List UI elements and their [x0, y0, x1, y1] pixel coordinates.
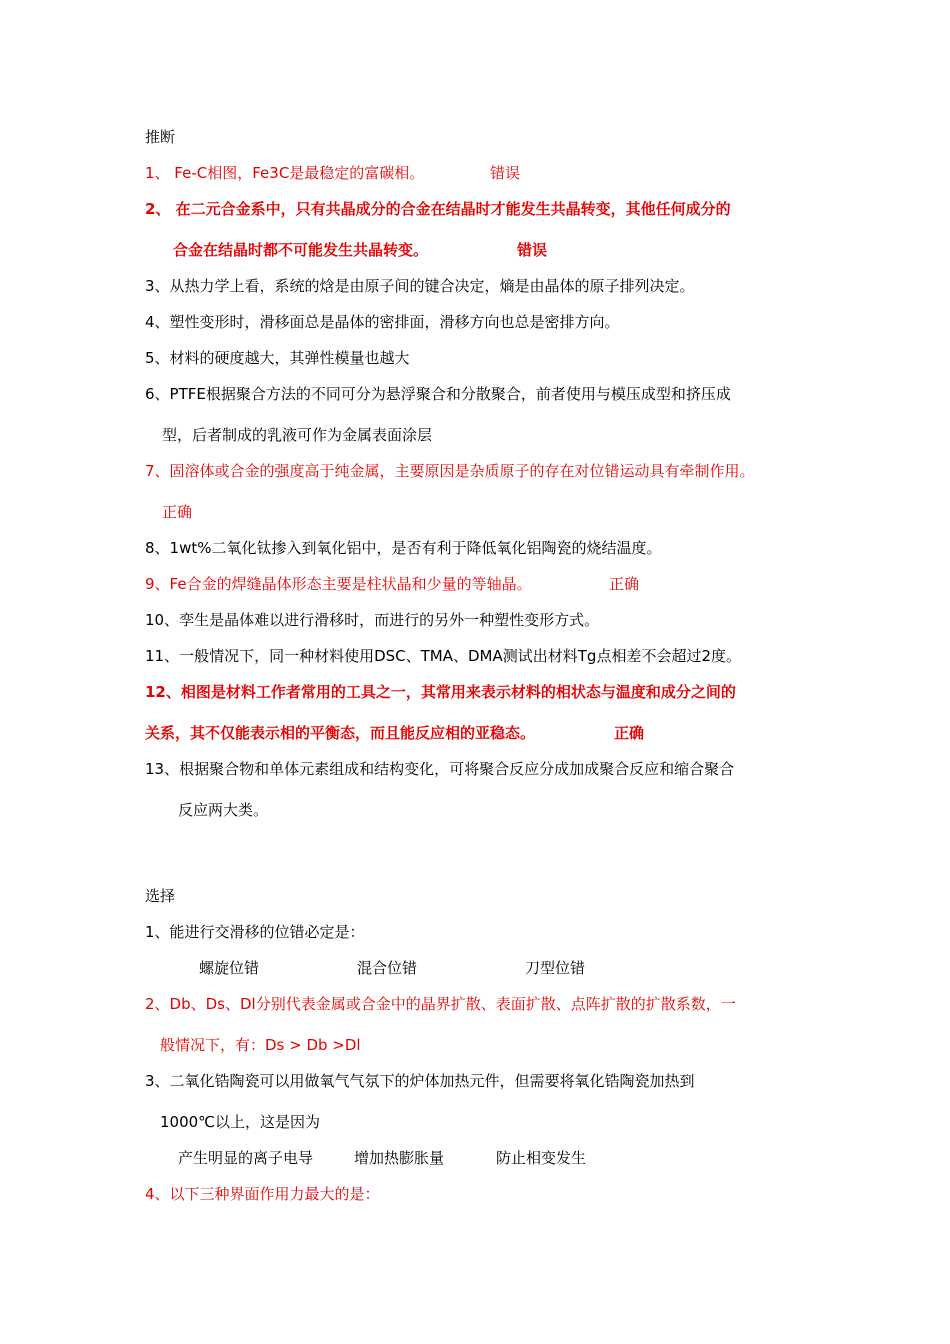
tf-item-13-text: 13、根据聚合物和单体元素组成和结构变化，可将聚合反应分成加成聚合反应和缩合聚合 — [145, 760, 735, 778]
tf-item-11-text: 11、一般情况下，同一种材料使用DSC、TMA、DMA测试出材料Tg点相差不会超过2度。 — [145, 647, 741, 665]
tf-item-13-text-cont: 反应两大类。 — [178, 801, 269, 819]
tf-item-4-text: 4、塑性变形时，滑移面总是晶体的密排面，滑移方向也总是密排方向。 — [145, 313, 620, 331]
tf-item-8-text: 8、1wt%二氧化钛掺入到氧化铝中，是否有利于降低氧化铝陶瓷的烧结温度。 — [145, 539, 662, 557]
tf-item-3-text: 3、从热力学上看，系统的焓是由原子间的键合决定，熵是由晶体的原子排列决定。 — [145, 277, 695, 295]
tf-item-1-verdict: 错误 — [490, 164, 521, 182]
tf-item-10-text: 10、孪生是晶体难以进行滑移时，而进行的另外一种塑性变形方式。 — [145, 611, 600, 629]
tf-item-1-text: 1、 Fe-C相图，Fe3C是最稳定的富碳相。 — [145, 164, 425, 182]
tf-item-12-verdict: 正确 — [614, 724, 645, 742]
mc-item-2-text-cont: 般情况下，有：Ds > Db >Dl — [160, 1036, 361, 1054]
section-heading-multiple-choice: 选择 — [145, 887, 176, 905]
section-heading-true-false: 推断 — [145, 128, 176, 146]
mc-item-1-option-a: 螺旋位错 — [199, 959, 260, 977]
tf-item-12-text: 12、相图是材料工作者常用的工具之一，其常用来表示材料的相状态与温度和成分之间的 — [145, 683, 736, 701]
mc-item-3-option-c: 防止相变发生 — [496, 1149, 587, 1167]
mc-item-3-option-a: 产生明显的离子电导 — [178, 1149, 314, 1167]
mc-item-3-option-b: 增加热膨胀量 — [354, 1149, 445, 1167]
tf-item-7-verdict: 正确 — [162, 503, 193, 521]
tf-item-6-text: 6、PTFE根据聚合方法的不同可分为悬浮聚合和分散聚合，前者使用与模压成型和挤压成 — [145, 385, 731, 403]
mc-item-3-text: 3、二氧化锆陶瓷可以用做氧气气氛下的炉体加热元件，但需要将氧化锆陶瓷加热到 — [145, 1072, 695, 1090]
mc-item-1-option-b: 混合位错 — [357, 959, 418, 977]
tf-item-7-text: 7、固溶体或合金的强度高于纯金属，主要原因是杂质原子的存在对位错运动具有牵制作用。 — [145, 462, 755, 480]
tf-item-9-text: 9、Fe合金的焊缝晶体形态主要是柱状晶和少量的等轴晶。 — [145, 575, 532, 593]
tf-item-2-text-cont: 合金在结晶时都不可能发生共晶转变。 — [173, 241, 429, 259]
mc-item-3-text-cont: 1000℃以上，这是因为 — [160, 1113, 321, 1131]
mc-item-1-option-c: 刀型位错 — [525, 959, 586, 977]
tf-item-12-text-cont: 关系，其不仅能表示相的平衡态，而且能反应相的亚稳态。 — [145, 724, 536, 742]
tf-item-5-text: 5、材料的硬度越大，其弹性模量也越大 — [145, 349, 410, 367]
mc-item-1-text: 1、能进行交滑移的位错必定是： — [145, 923, 365, 941]
tf-item-9-verdict: 正确 — [609, 575, 640, 593]
tf-item-2-verdict: 错误 — [517, 241, 548, 259]
mc-item-4-text: 4、以下三种界面作用力最大的是： — [145, 1185, 380, 1203]
tf-item-2-text: 2、 在二元合金系中，只有共晶成分的合金在结晶时才能发生共晶转变，其他任何成分的 — [145, 200, 731, 218]
tf-item-6-text-cont: 型，后者制成的乳液可作为金属表面涂层 — [162, 426, 433, 444]
mc-item-2-text: 2、Db、Ds、Dl分别代表金属或合金中的晶界扩散、表面扩散、点阵扩散的扩散系数，一 — [145, 995, 736, 1013]
